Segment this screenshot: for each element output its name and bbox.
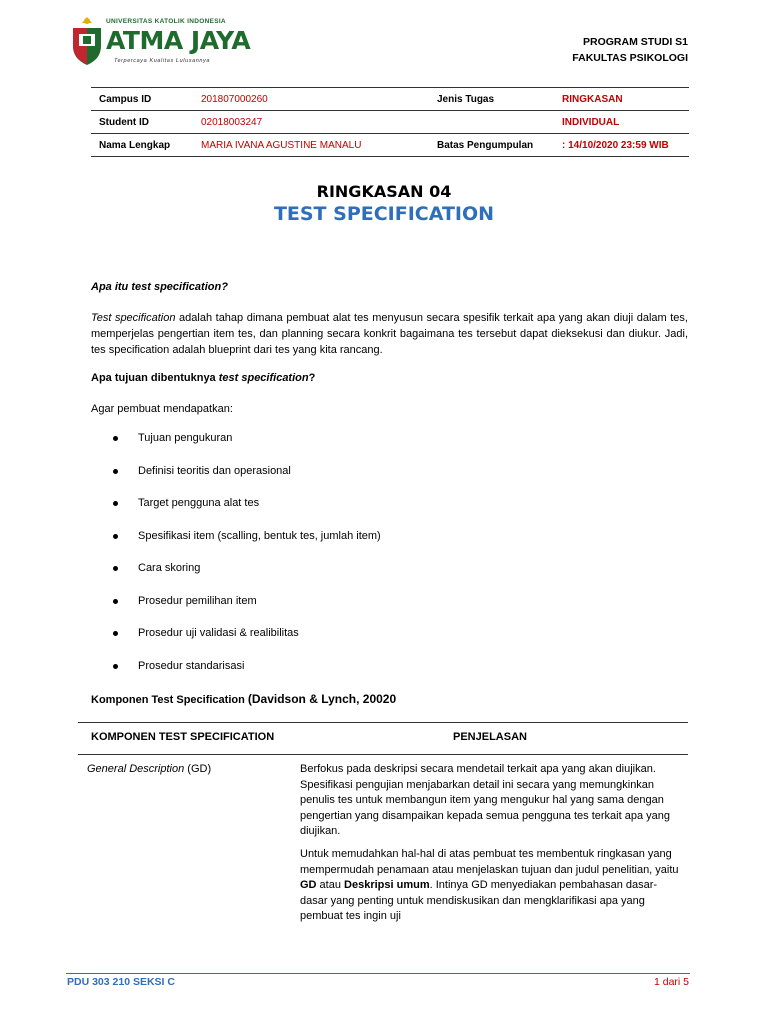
question-2-part-a: Apa tujuan dibentuknya <box>91 372 219 384</box>
list-item <box>113 562 381 595</box>
footer-page-number: 1 dari 5 <box>653 976 689 988</box>
explanation-text: Untuk memudahkan hal-hal di atas pembuat tes membentuk ringkasan yang mempermudah penamaan atau menjelaskan tujuan dan judul penelitian, yaitu <box>300 848 679 876</box>
table-row-component <box>87 763 211 775</box>
list-item <box>113 660 381 693</box>
explanation-text: atau <box>316 879 345 891</box>
footer-divider <box>66 973 690 974</box>
explanation-bold-deskripsi: Deskripsi umum <box>344 879 430 891</box>
list-item-text: Spesifikasi item (scalling, bentuk tes, jumlah item) <box>138 529 381 542</box>
list-item-text: Cara skoring <box>138 562 201 574</box>
table-row-explanation-2 <box>300 847 680 925</box>
deadline-label: Batas Pengumpulan <box>429 134 554 157</box>
logo-tagline-text: Terpercaya Kualitas Lulusannya <box>114 58 211 64</box>
question-2 <box>91 370 688 386</box>
table-row-explanation-1: Berfokus pada deskripsi secara mendetail terkait apa yang akan diujikan. Spesifikasi pengujian menjabarkan detail ini secara yang memungkinkan penulis tes untuk membangun item yang mengukur hal yang sama dengan pengertian yang disampaikan kepada semua pengguna tes terkait apa yang diujikan. <box>300 763 670 837</box>
paragraph-1 <box>91 310 688 358</box>
bullet-icon <box>113 501 118 506</box>
logo-university-text: UNIVERSITAS KATOLIK INDONESIA <box>106 18 226 25</box>
component-name-italic: General Description <box>87 763 185 775</box>
bullet-icon <box>113 436 118 441</box>
list-item <box>113 465 381 498</box>
logo-name-text: ATMA JAYA <box>106 26 251 55</box>
list-item <box>113 530 381 563</box>
list-item-text: Prosedur pemilihan item <box>138 594 257 607</box>
student-id-label: Student ID <box>91 111 193 134</box>
name-value: MARIA IVANA AGUSTINE MANALU <box>193 134 429 157</box>
program-label: PROGRAM STUDI S1 <box>582 36 688 48</box>
student-info-table <box>91 87 689 157</box>
list-item-text: Definisi teoritis dan operasional <box>138 464 291 477</box>
info-row-campus <box>91 88 689 111</box>
question-2-part-c: ? <box>308 372 316 384</box>
question-1 <box>91 279 688 295</box>
bullet-icon <box>113 599 118 604</box>
component-title-citation: (Davidson & Lynch, 20020 <box>247 692 397 706</box>
question-2-part-b: test specification <box>218 372 309 384</box>
campus-id-label: Campus ID <box>91 88 193 111</box>
task-type-label: Jenis Tugas <box>429 88 554 111</box>
bullet-intro: Agar pembuat mendapatkan: <box>91 403 233 415</box>
document-subtitle: TEST SPECIFICATION <box>273 203 495 225</box>
component-section-title <box>91 692 396 706</box>
component-name-abbrev: (GD) <box>184 763 212 775</box>
name-label: Nama Lengkap <box>91 134 193 157</box>
bullet-icon <box>113 469 118 474</box>
list-item-text: Prosedur standarisasi <box>138 659 245 672</box>
task-type-value: RINGKASAN <box>554 88 689 111</box>
empty-cell <box>429 111 554 134</box>
campus-id-value: 201807000260 <box>193 88 429 111</box>
crest-icon <box>70 16 104 66</box>
deadline-value: : 14/10/2020 23:59 WIB <box>554 134 689 157</box>
list-item <box>113 627 381 660</box>
question-1-text: Apa itu test specification? <box>91 281 228 293</box>
info-row-name <box>91 134 689 157</box>
explanation-text: . Intinya GD menyediakan pembahasan dasar-dasar yang penting untuk mendiskusikan dan mengklarifikasi apa yang pembuat tes ingin uji <box>300 879 658 922</box>
paragraph-1-text: adalah tahap dimana pembuat alat tes menyusun secara spesifik terkait apa yang akan diuji dalam tes, memperjelas pengertian item tes, dan planning secara konkrit bagaimana tes tersebut dapat dieksekusi dan diukur. Jadi, tes specification adalah blueprint dari tes yang kita rancang. <box>91 312 688 356</box>
faculty-label: FAKULTAS PSIKOLOGI <box>572 52 688 64</box>
list-item-text: Tujuan pengukuran <box>138 432 233 444</box>
table-top-divider <box>78 722 688 723</box>
paragraph-1-italic: Test specification <box>91 312 176 324</box>
bullet-icon <box>113 566 118 571</box>
list-item <box>113 595 381 628</box>
info-row-student <box>91 111 689 134</box>
explanation-bold-gd: GD <box>300 879 317 891</box>
table-header-component: KOMPONEN TEST SPECIFICATION <box>91 731 275 743</box>
university-logo <box>70 16 251 68</box>
list-item-text: Target pengguna alat tes <box>138 497 260 509</box>
student-id-value: 02018003247 <box>193 111 429 134</box>
bullet-icon <box>113 534 118 539</box>
component-title-text: Komponen Test Specification <box>91 694 248 706</box>
footer-course-code: PDU 303 210 SEKSI C <box>67 976 175 988</box>
task-mode-value: INDIVIDUAL <box>554 111 689 134</box>
list-item-text: Prosedur uji validasi & realibilitas <box>138 627 299 639</box>
table-header-explanation: PENJELASAN <box>453 731 527 743</box>
bullet-icon <box>113 664 118 669</box>
list-item <box>113 497 381 530</box>
bullet-list <box>113 432 381 692</box>
list-item <box>113 432 381 465</box>
program-heading <box>572 34 688 66</box>
table-header-divider <box>78 754 688 755</box>
document-title: RINGKASAN 04 <box>316 182 452 201</box>
bullet-icon <box>113 631 118 636</box>
